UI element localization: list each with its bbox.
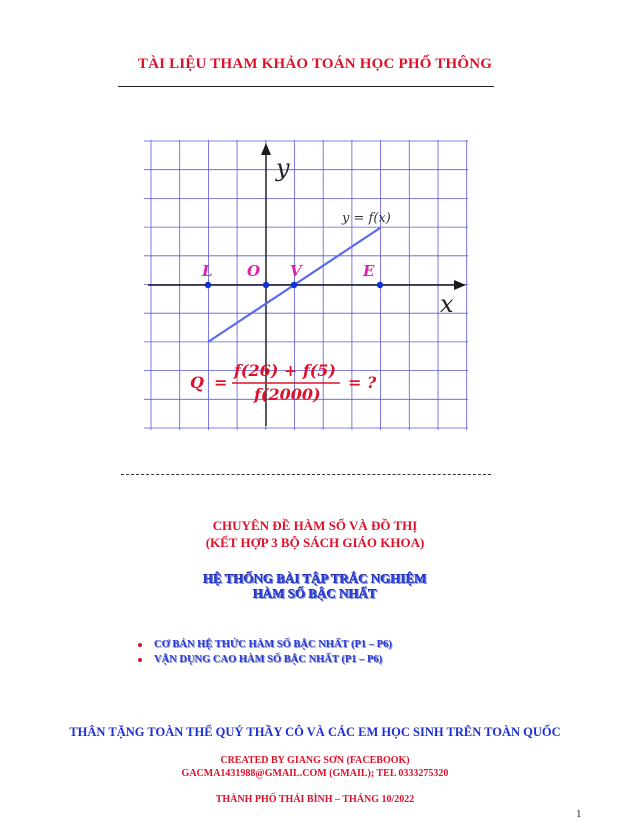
point-label-E: E: [363, 262, 375, 280]
point-label-V: V: [290, 262, 302, 280]
topic-title: CHUYÊN ĐỀ HÀM SỐ VÀ ĐỒ THỊ: [212, 518, 418, 533]
document-header-title: TÀI LIỆU THAM KHẢO TOÁN HỌC PHỔ THÔNG: [137, 56, 493, 72]
header-divider: [118, 86, 494, 87]
point-V: [291, 282, 297, 288]
formula-lhs: Q: [190, 373, 204, 392]
list-item: [138, 654, 392, 665]
point-O: [263, 282, 269, 288]
formula: [190, 361, 377, 404]
exercise-system-title: HỆ THỐNG BÀI TẬP TRẮC NGHIỆM: [203, 571, 427, 586]
bullet-icon: [138, 643, 142, 647]
function-label: y = f(x): [342, 211, 391, 226]
y-axis-label: y: [276, 154, 290, 182]
list-item-label: VẬN DỤNG CAO HÀM SỐ BẬC NHẤT (P1 – P6): [154, 654, 383, 665]
formula-rhs: = ?: [348, 373, 377, 392]
list-item: [138, 639, 392, 650]
contact-info: GACMA1431988@GMAIL.COM (GMAIL); TEL 0333275320: [181, 768, 449, 779]
dedication-line: THÂN TẶNG TOÀN THỂ QUÝ THẦY CÔ VÀ CÁC EM HỌC SINH TRÊN TOÀN QUỐC: [69, 725, 561, 739]
point-label-L: L: [202, 262, 213, 280]
section-divider: [121, 474, 491, 475]
function-graph-figure: [142, 140, 472, 432]
formula-numerator: f(26) + f(5): [234, 361, 336, 380]
point-label-O: O: [247, 262, 261, 280]
location-date: THÀNH PHỐ THÁI BÌNH – THÁNG 10/2022: [215, 794, 415, 805]
x-axis-arrow: [454, 280, 466, 290]
topic-subtitle: (KẾT HỢP 3 BỘ SÁCH GIÁO KHOA): [205, 535, 425, 550]
formula-denominator: f(2000): [254, 385, 321, 404]
point-E: [377, 282, 383, 288]
formula-equals: =: [214, 373, 228, 392]
x-axis-label: x: [440, 290, 454, 318]
bullet-icon: [138, 658, 142, 662]
page-number: 1: [576, 808, 582, 820]
y-axis-arrow: [261, 143, 271, 155]
content-list: [138, 639, 392, 669]
list-item-label: CƠ BẢN HỆ THỨC HÀM SỐ BẬC NHẤT (P1 – P6): [154, 639, 392, 650]
author-credit: CREATED BY GIANG SƠN (FACEBOOK): [220, 755, 410, 766]
linear-function-title: HÀM SỐ BẬC NHẤT: [253, 586, 377, 601]
point-L: [205, 282, 211, 288]
